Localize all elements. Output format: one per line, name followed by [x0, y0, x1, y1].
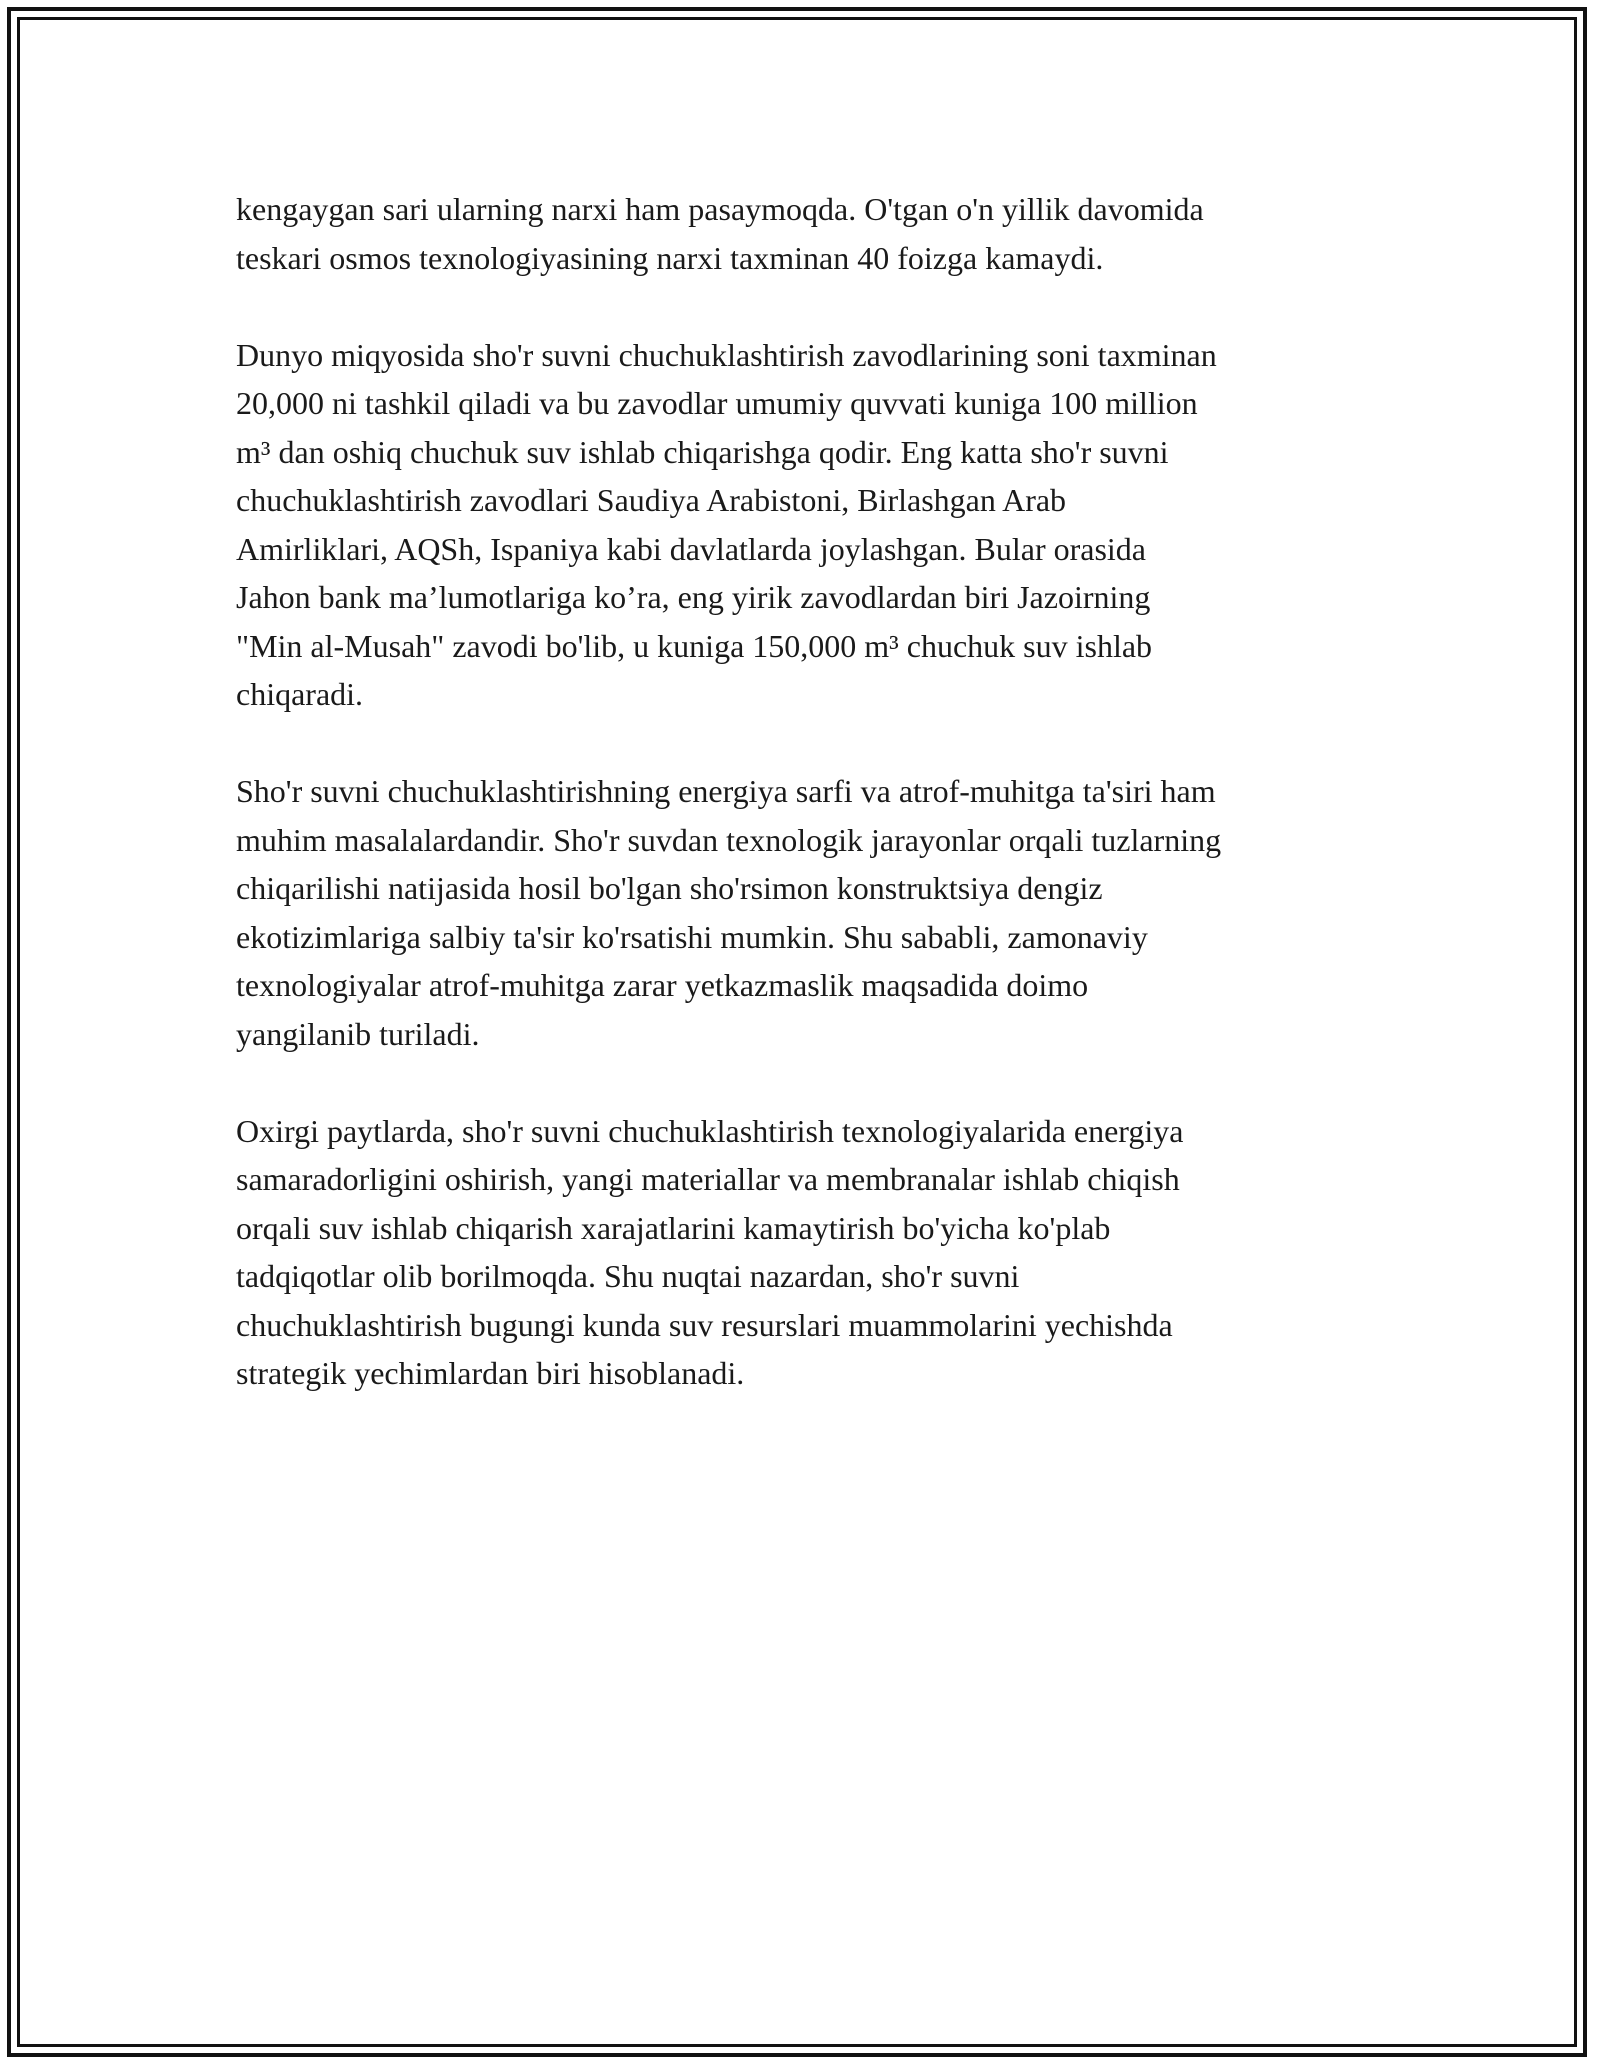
paragraph-cost-reduction: kengaygan sari ularning narxi ham pasaymoqda. O'tgan o'n yillik davomida teskari osmos texnologiyasining narxi taxminan 40 foizga kamaydi. [236, 191, 1204, 276]
paragraph-plants-worldwide: Dunyo miqyosida sho'r suvni chuchuklashtirish zavodlarining soni taxminan 20,000 ni tashkil qiladi va bu zavodlar umumiy quvvati kuniga 100 million m³ dan oshiq chuchuk suv ishlab chiqarishga qodir. Eng katta sho'r suvni chuchuklashtirish zavodlari Saudiya Arabistoni, Birlashgan Arab Amirliklari, AQSh, Ispaniya kabi davlatlarda joylashgan. Bular orasida Jahon bank ma’lumotlariga ko’ra, eng yirik zavodlardan biri Jazoirning "Min al-Musah" zavodi bo'lib, u kuniga 150,000 m³ chuchuk suv ishlab chiqaradi. [236, 336, 1217, 712]
paragraph-environmental-impact: Sho'r suvni chuchuklashtirishning energiya sarfi va atrof-muhitga ta'siri ham muhim masalalardandir. Sho'r suvdan texnologik jarayonlar orqali tuzlarning chiqarilishi natijasida hosil bo'lgan sho'rsimon konstruktsiya dengiz ekotizimlariga salbiy ta'sir ko'rsatishi mumkin. Shu sababli, zamonaviy texnologiyalar atrof-muhitga zarar yetkazmaslik maqsadida doimo yangilanib turiladi. [236, 773, 1222, 1052]
paragraph-recent-research: Oxirgi paytlarda, sho'r suvni chuchuklashtirish texnologiyalarida energiya samaradorligini oshirish, yangi materiallar va membranalar ishlab chiqish orqali suv ishlab chiqarish xarajatlarini kamaytirish bo'yicha ko'plab tadqiqotlar olib borilmoqda. Shu nuqtai nazardan, sho'r suvni chuchuklashtirish bugungi kunda suv resurslari muammolarini yechishda strategik yechimlardan biri hisoblanadi. [236, 1112, 1184, 1391]
document-body [236, 185, 1376, 1446]
